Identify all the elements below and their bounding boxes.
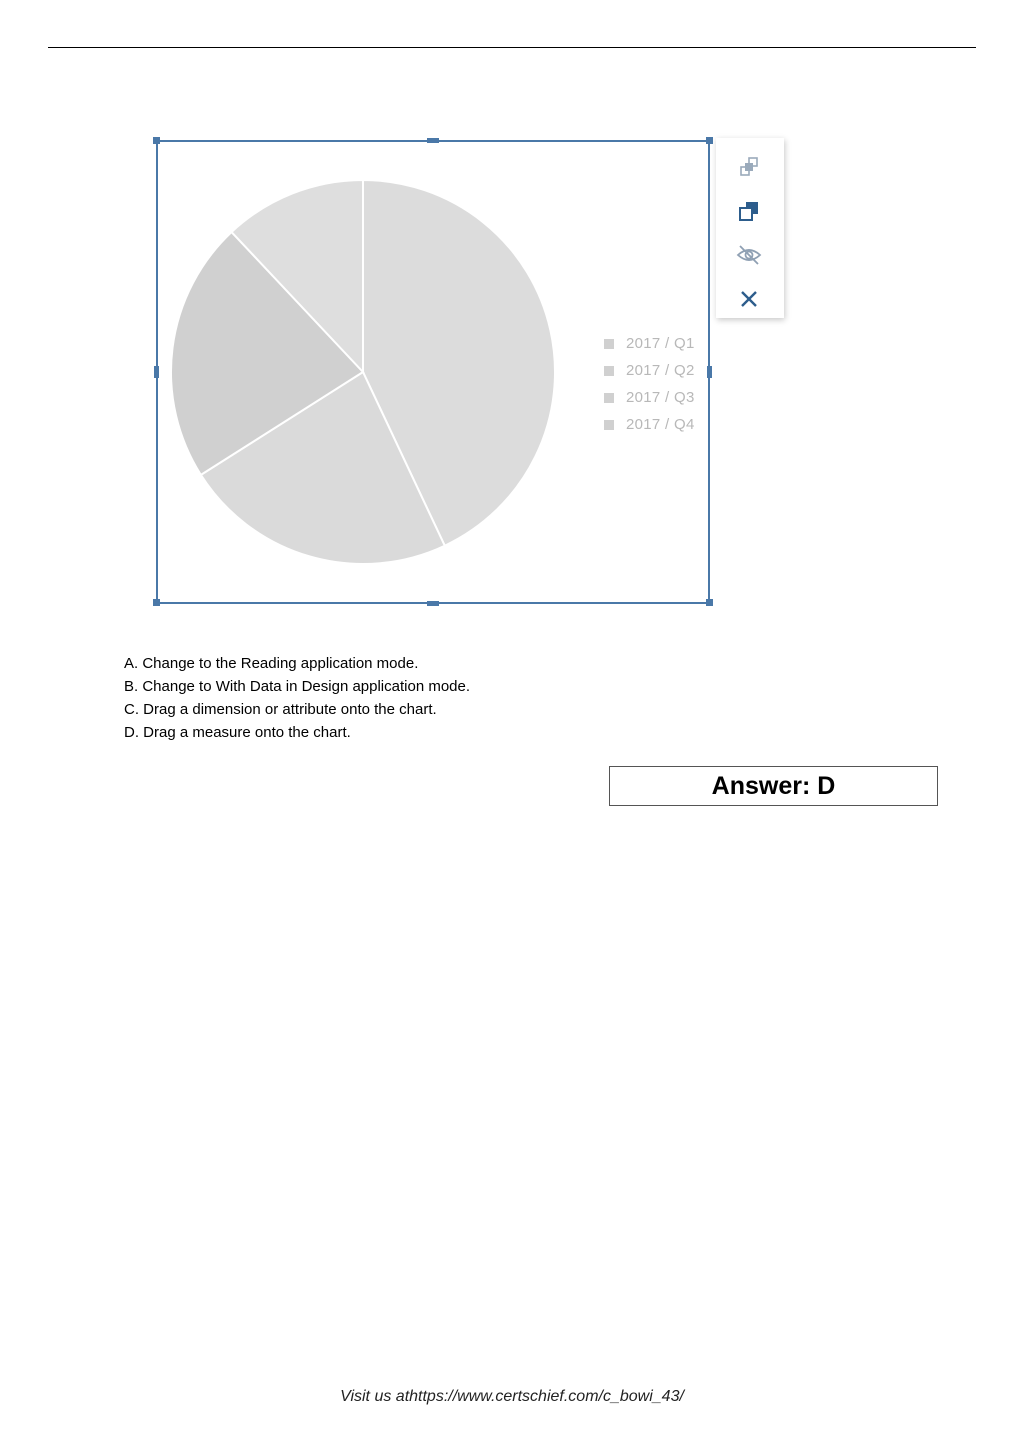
answer-box xyxy=(609,766,938,806)
resize-handle-top-left[interactable] xyxy=(153,137,160,144)
duplicate-icon[interactable] xyxy=(734,196,764,226)
legend-label: 2017 / Q4 xyxy=(626,416,695,433)
header-rule xyxy=(48,47,976,48)
answer-text: Answer: D xyxy=(711,771,836,800)
legend-swatch xyxy=(604,393,614,403)
legend-label: 2017 / Q1 xyxy=(626,335,695,352)
chart-legend xyxy=(604,330,695,438)
resize-handle-right[interactable] xyxy=(707,366,712,378)
legend-swatch xyxy=(604,420,614,430)
legend-swatch xyxy=(604,366,614,376)
swap-icon[interactable] xyxy=(734,152,764,182)
chart-figure xyxy=(148,132,798,612)
legend-item xyxy=(604,411,695,438)
close-icon[interactable] xyxy=(734,284,764,314)
option-d: D. Drag a measure onto the chart. xyxy=(124,724,351,741)
option-a: A. Change to the Reading application mode. xyxy=(124,655,419,672)
resize-handle-bottom-right[interactable] xyxy=(706,599,713,606)
legend-item xyxy=(604,384,695,411)
hide-icon[interactable] xyxy=(734,240,764,270)
resize-handle-bottom[interactable] xyxy=(427,601,439,606)
resize-handle-top[interactable] xyxy=(427,138,439,143)
legend-item xyxy=(604,330,695,357)
legend-swatch xyxy=(604,339,614,349)
legend-label: 2017 / Q2 xyxy=(626,362,695,379)
legend-item xyxy=(604,357,695,384)
pie-chart-container[interactable] xyxy=(156,140,710,604)
chart-toolbar xyxy=(716,138,784,318)
resize-handle-left[interactable] xyxy=(154,366,159,378)
footer-text: Visit us athttps://www.certschief.com/c_bowi_43/ xyxy=(340,1388,684,1405)
option-b: B. Change to With Data in Design application mode. xyxy=(124,678,471,695)
resize-handle-top-right[interactable] xyxy=(706,137,713,144)
option-c: C. Drag a dimension or attribute onto the chart. xyxy=(124,701,437,718)
legend-label: 2017 / Q3 xyxy=(626,389,695,406)
answer-options xyxy=(124,652,470,744)
resize-handle-bottom-left[interactable] xyxy=(153,599,160,606)
